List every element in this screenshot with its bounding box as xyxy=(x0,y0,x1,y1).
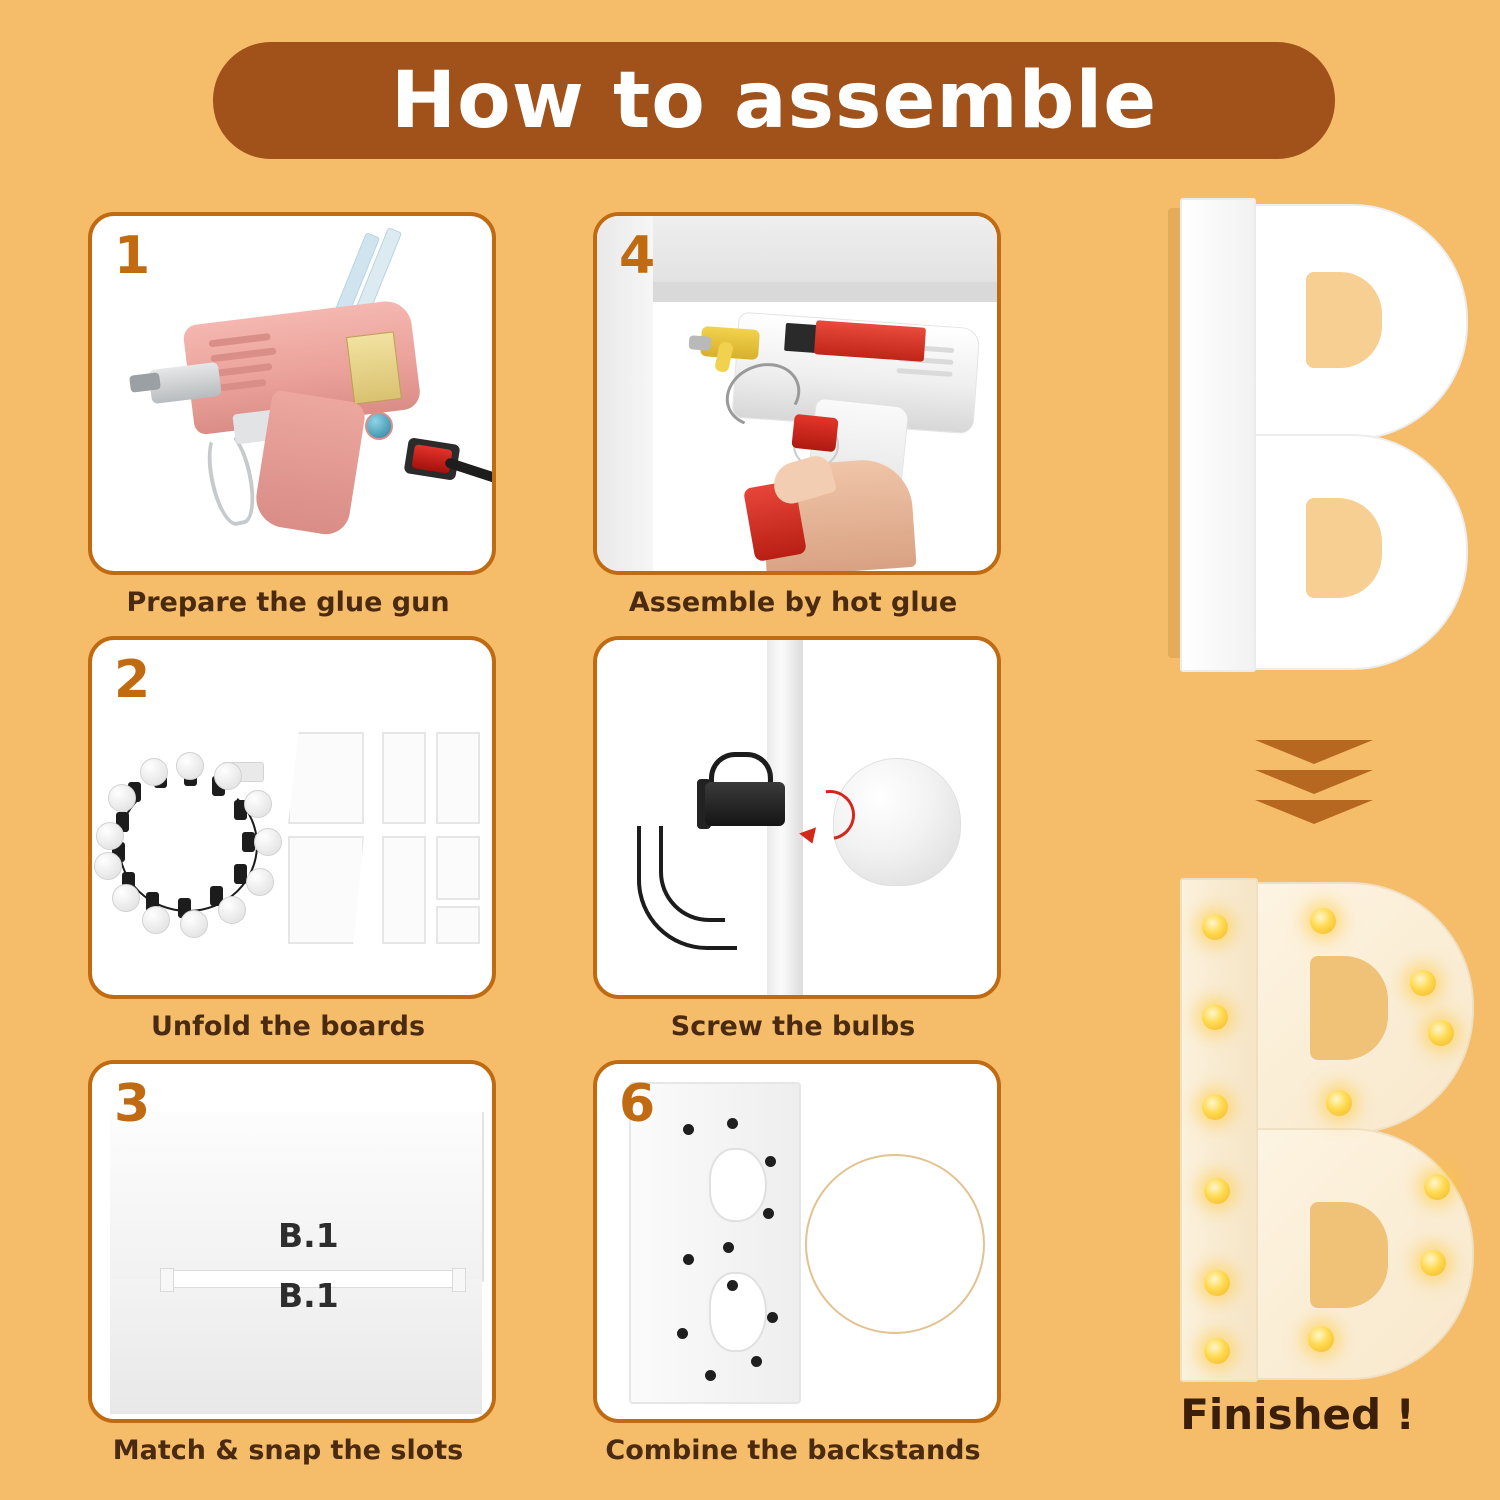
led-bulb xyxy=(1424,1174,1450,1200)
step-2-image xyxy=(88,636,496,999)
slot-boards-icon xyxy=(92,1064,492,1419)
step-1 xyxy=(88,212,496,618)
step-4 xyxy=(593,212,1001,618)
slot-label-bottom: B.1 xyxy=(278,1276,339,1315)
led-bulb xyxy=(1428,1020,1454,1046)
step-6 xyxy=(593,1060,1001,1466)
step-4-image xyxy=(593,212,1001,575)
step-3-caption: Match & snap the slots xyxy=(112,1435,464,1466)
led-bulb xyxy=(1202,914,1228,940)
led-bulb xyxy=(1326,1090,1352,1116)
step-5-caption: Screw the bulbs xyxy=(670,1011,916,1042)
steps-column-left xyxy=(88,212,496,1484)
step-1-number: 1 xyxy=(114,226,151,286)
chevrons-down-icon xyxy=(1255,740,1375,850)
led-bulb xyxy=(1204,1178,1230,1204)
letter-with-backstand-icon xyxy=(597,1064,997,1419)
pink-glue-gun-icon xyxy=(92,216,492,571)
step-6-image xyxy=(593,1060,1001,1423)
led-bulb xyxy=(1204,1270,1230,1296)
step-1-caption: Prepare the glue gun xyxy=(126,587,450,618)
white-glue-gun-icon xyxy=(597,216,997,571)
boards-and-bulb-string-icon xyxy=(92,640,492,995)
step-2-caption: Unfold the boards xyxy=(150,1011,426,1042)
slot-label-top: B.1 xyxy=(278,1216,339,1255)
led-bulb xyxy=(1202,1094,1228,1120)
step-3-number: 3 xyxy=(114,1074,151,1134)
step-1-image xyxy=(88,212,496,575)
step-2 xyxy=(88,636,496,1042)
unlit-letter-b xyxy=(1180,198,1465,668)
step-4-number: 4 xyxy=(619,226,656,286)
step-6-caption: Combine the backstands xyxy=(605,1435,981,1466)
led-bulb xyxy=(1202,1004,1228,1030)
finished-label: Finished ! xyxy=(1180,1390,1415,1439)
step-5 xyxy=(593,636,1001,1042)
led-bulb xyxy=(1204,1338,1230,1364)
led-bulb xyxy=(1308,1326,1334,1352)
step-4-caption: Assemble by hot glue xyxy=(628,587,958,618)
step-5-image xyxy=(593,636,1001,999)
steps-column-right xyxy=(593,212,1001,1484)
step-2-number: 2 xyxy=(114,650,151,710)
led-bulb xyxy=(1410,970,1436,996)
step-6-number: 6 xyxy=(619,1074,656,1134)
lit-letter-b xyxy=(1180,878,1470,1378)
led-bulb xyxy=(1310,908,1336,934)
bulb-and-socket-icon xyxy=(597,640,997,995)
step-3 xyxy=(88,1060,496,1466)
page-title: How to assemble xyxy=(390,55,1158,146)
led-bulb xyxy=(1420,1250,1446,1276)
result-column xyxy=(1095,0,1500,1500)
step-3-image xyxy=(88,1060,496,1423)
